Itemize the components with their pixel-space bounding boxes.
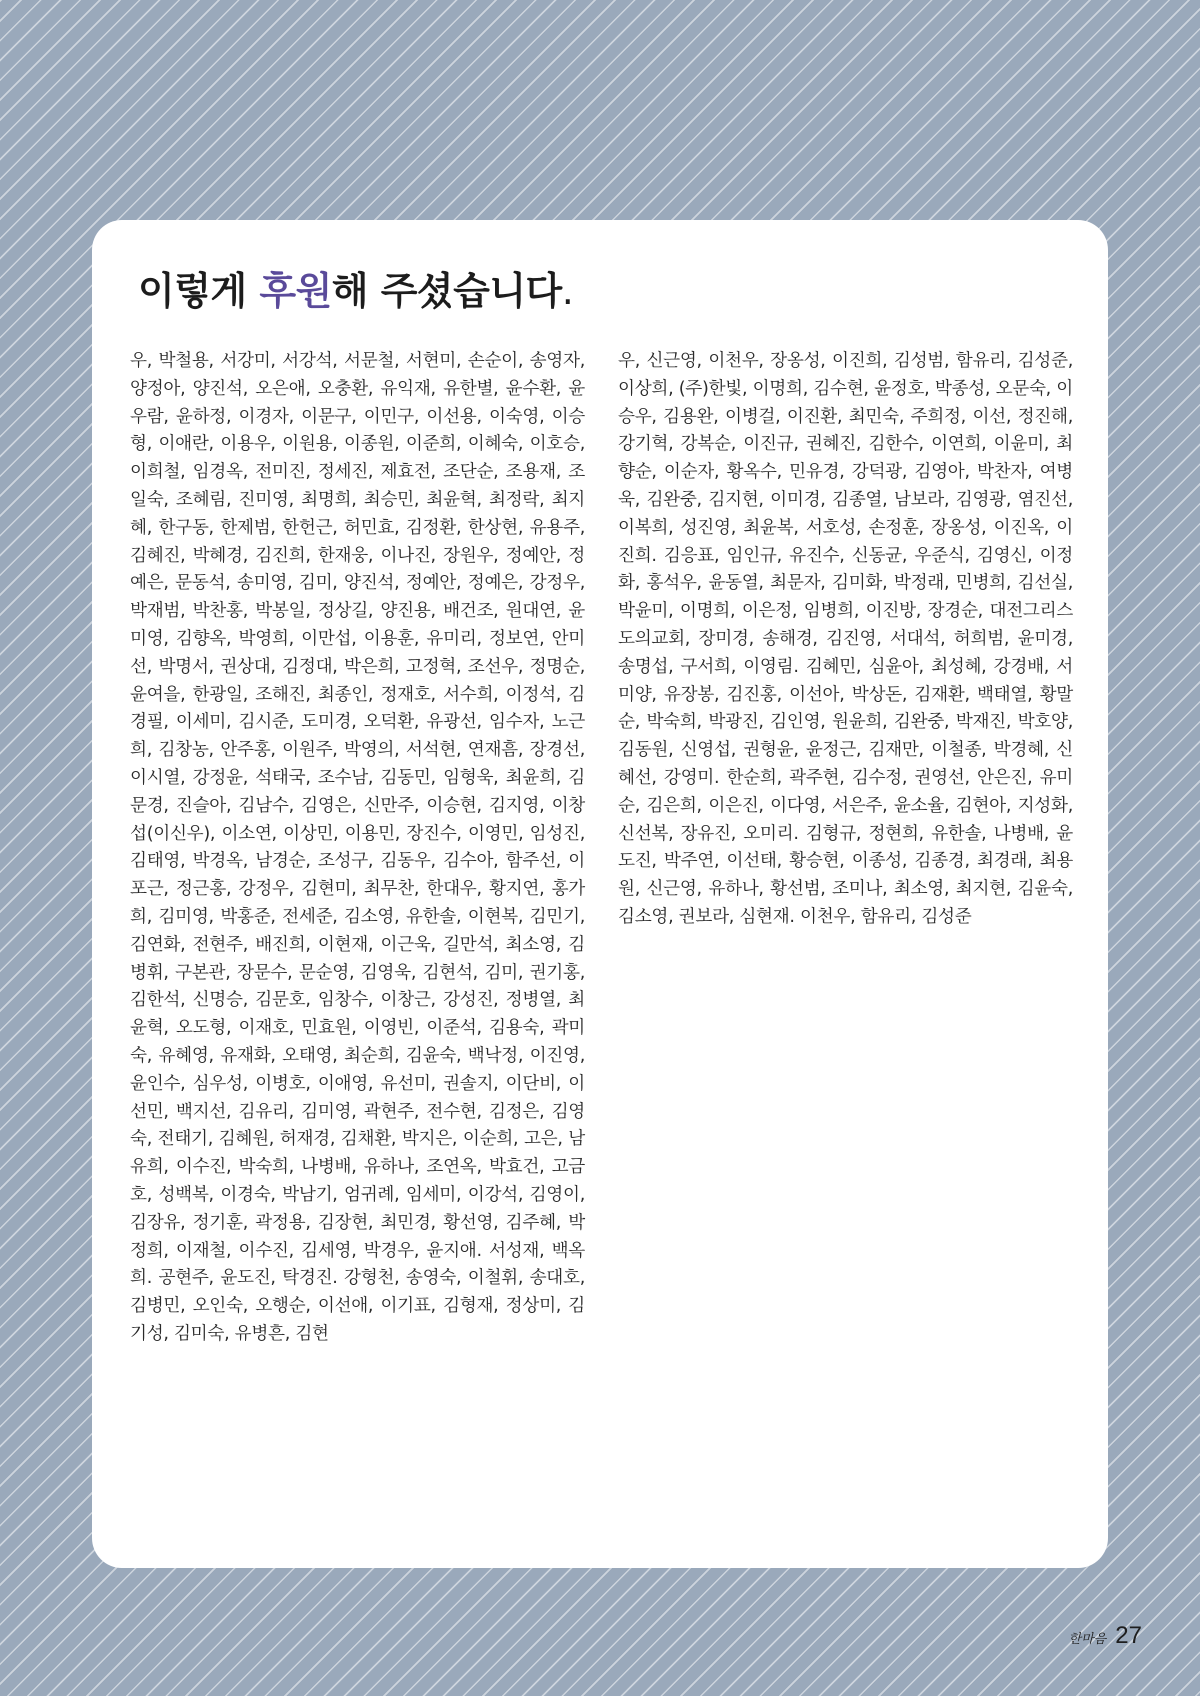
page-title bbox=[138, 260, 573, 315]
title-period: . bbox=[561, 269, 574, 313]
title-highlight: 후원 bbox=[259, 269, 332, 313]
page-footer bbox=[1069, 1622, 1142, 1650]
donor-list-card bbox=[92, 220, 1108, 1568]
title-text-before: 이렇게 bbox=[138, 269, 260, 313]
magazine-logo: 한마음 bbox=[1068, 1632, 1107, 1647]
donor-names-right-column: 우, 신근영, 이천우, 장옹성, 이진희, 김성범, 함유리, 김성준, 이상희, (주)한빛, 이명희, 김수현, 윤정호, 박종성, 오문숙, 이승우, 김용완, 이병걸, 이진환, 최민숙, 주희정, 이선, 정진해, 강기혁, 강복순, 이진규, 권혜진, 김한수, 이연희, 이윤미, 최향순, 이순자, 황옥수, 민유경, 강덕광, 김영아, 박찬자, 여병욱, 김완중, 김지현, 이미경, 김종열, 남보라, 김영광, 염진선, 이복희, 성진영, 최윤복, 서호성, 손정훈, 장옹성, 이진옥, 이진희. 김응표, 임인규, 유진수, 신동균, 우준식, 김영신, 이정화, 홍석우, 윤동열, 최문자, 김미화, 박정래, 민병희, 김선실, 박윤미, 이명희, 이은정, 임병희, 이진방, 장경순, 대전그리스도의교회, 장미경, 송해경, 김진영, 서대석, 허희범, 윤미경, 송명섭, 구서희, 이영림. 김혜민, 심윤아, 최성혜, 강경배, 서미양, 유장봉, 김진홍, 이선아, 박상돈, 김재환, 백태열, 황말순, 박숙희, 박광진, 김인영, 원윤희, 김완중, 박재진, 박호양, 김동원, 신영섭, 권형윤, 윤정근, 김재만, 이철종, 박경혜, 신혜선, 강영미. 한순희, 곽주현, 김수정, 권영선, 안은진, 유미순, 김은희, 이은진, 이다영, 서은주, 윤소율, 김현아, 지성화, 신선복, 장유진, 오미리. 김형규, 정현희, 유한솔, 나병배, 윤도진, 박주연, 이선태, 황승현, 이종성, 김종경, 최경래, 최용원, 신근영, 유하나, 황선범, 조미나, 최소영, 최지현, 김윤숙, 김소영, 권보라, 심현재. 이천우, 함유리, 김성준 bbox=[618, 351, 1073, 927]
donor-names-left-column: 우, 박철용, 서강미, 서강석, 서문철, 서현미, 손순이, 송영자, 양정아, 양진석, 오은애, 오충환, 유익재, 유한별, 윤수환, 윤우람, 윤하정, 이경자, 이문구, 이민구, 이선용, 이숙영, 이승형, 이애란, 이용우, 이원용, 이종원, 이준희, 이혜숙, 이호승, 이희철, 임경옥, 전미진, 정세진, 제효전, 조단순, 조용재, 조일숙, 조혜림, 진미영, 최명희, 최승민, 최윤혁, 최정락, 최지혜, 한구동, 한제범, 한헌근, 허민효, 김정환, 한상현, 유용주, 김혜진, 박혜경, 김진희, 한재웅, 이나진, 장원우, 정예안, 정예은, 문동석, 송미영, 김미, 양진석, 정예안, 정예은, 강정우, 박재범, 박찬홍, 박봉일, 정상길, 양진용, 배건조, 원대연, 윤미영, 김향옥, 박영희, 이만섭, 이용훈, 유미리, 정보연, 안미선, 박명서, 권상대, 김정대, 박은희, 고정혁, 조선우, 정명순, 윤여을, 한광일, 조해진, 최종인, 정재호, 서수희, 이정석, 김경필, 이세미, 김시준, 도미경, 오덕환, 유광선, 임수자, 노근희, 김창농, 안주홍, 이원주, 박영의, 서석현, 연재흠, 장경선, 이시열, 강정윤, 석태국, 조수남, 김동민, 임형욱, 최윤희, 김문경, 진슬아, 김남수, 김영은, 신만주, 이승현, 김지영, 이창섭(이신우), 이소연, 이상민, 이용민, 장진수, 이영민, 임성진, 김태영, 박경옥, 남경순, 조성구, 김동우, 김수아, 함주선, 이포근, 정근홍, 강정우, 김현미, 최무찬, 한대우, 황지연, 홍가희, 김미영, 박홍준, 전세준, 김소영, 유한솔, 이현복, 김민기, 김연화, 전현주, 배진희, 이현재, 이근욱, 길만석, 최소영, 김병휘, 구본관, 장문수, 문순영, 김영욱, 김현석, 김미, 권기홍, 김한석, 신명승, 김문호, 임창수, 이창근, 강성진, 정병열, 최윤혁, 오도형, 이재호, 민효원, 이영빈, 이준석, 김용숙, 곽미숙, 유혜영, 유재화, 오태영, 최순희, 김윤숙, 백낙정, 이진영, 윤인수, 심우성, 이병호, 이애영, 유선미, 권솔지, 이단비, 이선민, 백지선, 김유리, 김미영, 곽현주, 전수현, 김정은, 김영숙, 전태기, 김혜원, 허재경, 김채환, 박지은, 이순희, 고은, 남유희, 이수진, 박숙희, 나병배, 유하나, 조연옥, 박효건, 고금호, 성백복, 이경숙, 박남기, 엄귀례, 임세미, 이강석, 김영이, 김장유, 정기훈, 곽정용, 김장현, 최민경, 황선영, 김주혜, 박정희, 이재철, 이수진, 김세영, 박경우, 윤지애. 서성재, 백옥희. 공현주, 윤도진, 탁경진. 강형천, 송영숙, 이철휘, 송대호, 김병민, 오인숙, 오행순, 이선애, 이기표, 김형재, 정상미, 김기성, 김미숙, 유병흔, 김현 bbox=[130, 351, 585, 1344]
title-text-after: 해 주셨습니다 bbox=[331, 269, 562, 313]
page-number: 27 bbox=[1115, 1622, 1142, 1649]
